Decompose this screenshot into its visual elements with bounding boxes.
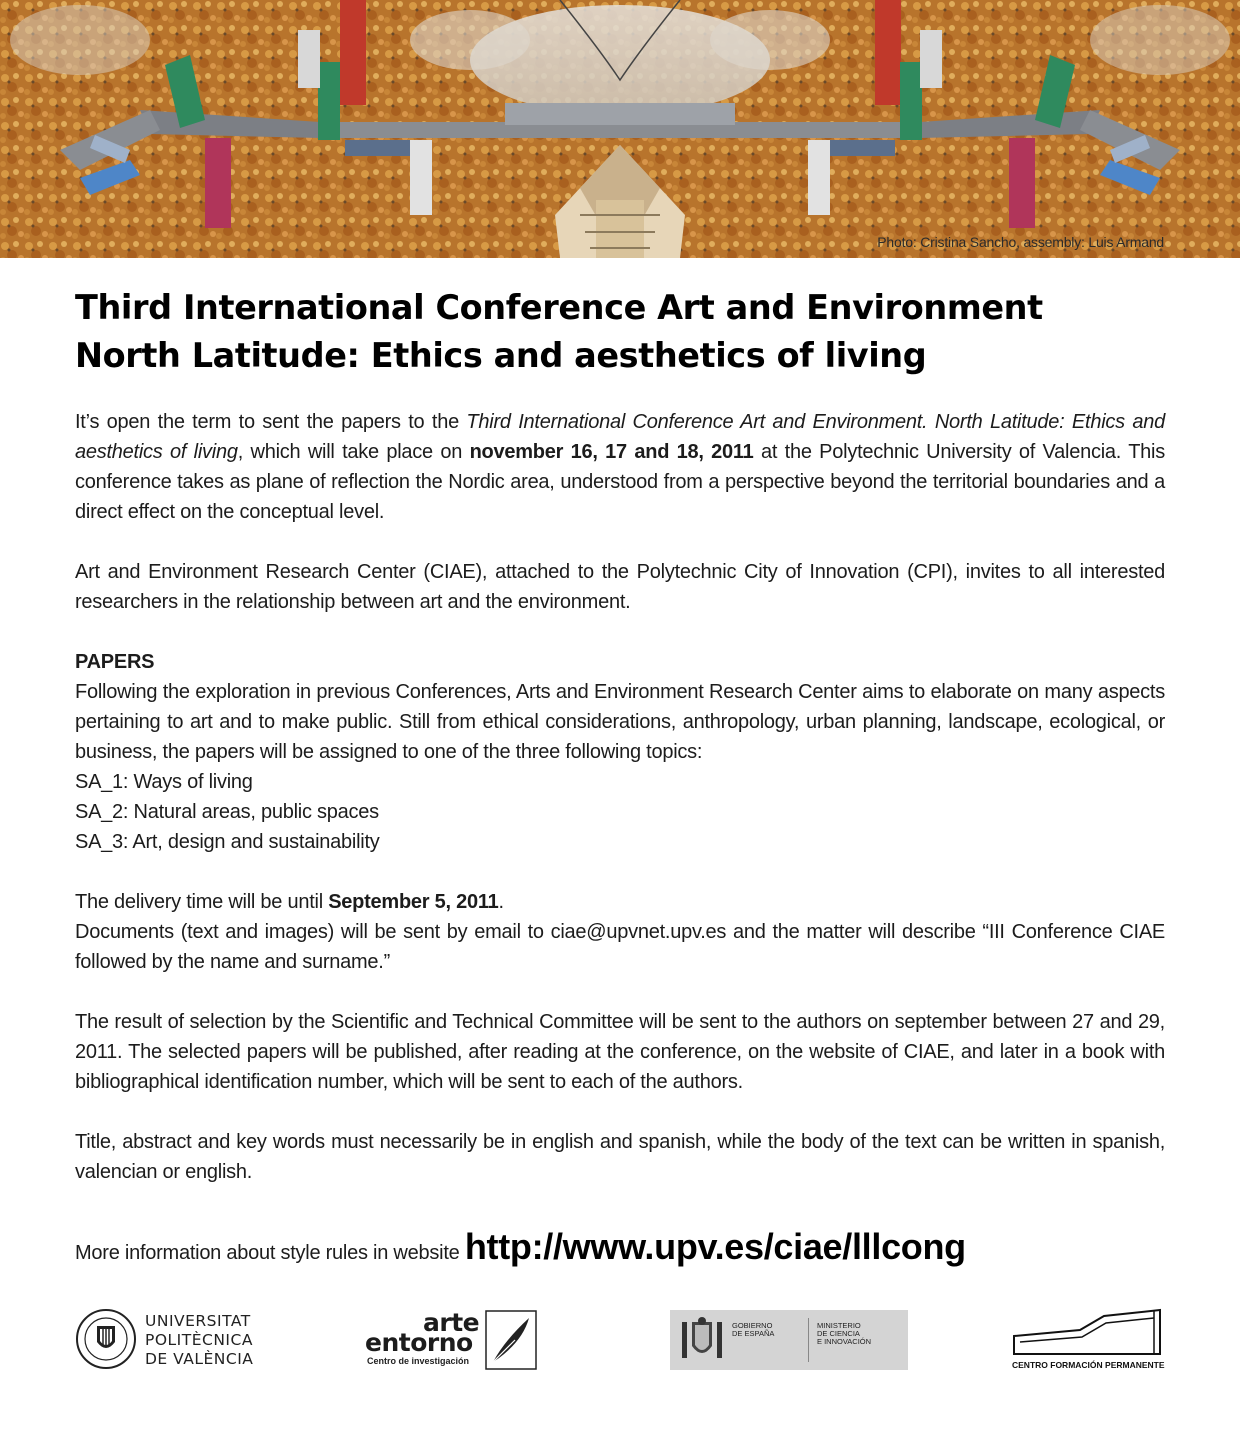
website-link[interactable]: http://www.upv.es/ciae/lllcong — [464, 1226, 966, 1267]
delivery-text-3: . — [498, 891, 504, 913]
gobierno-label-line: DE ESPAÑA — [732, 1329, 775, 1338]
cfp-label: CENTRO FORMACIÓN PERMANENTE — [1012, 1360, 1165, 1370]
documents-paragraph: Documents (text and images) will be sent by email to ciae@upvnet.upv.es and the matter will describe “III Conference CIAE followed by the name and surname.” — [75, 921, 1165, 973]
gobierno-label — [732, 1322, 774, 1338]
papers-heading: PAPERS — [75, 651, 155, 673]
page-title — [75, 284, 1175, 380]
more-info-line — [75, 1226, 966, 1268]
result-paragraph: The result of selection by the Scientific and Technical Committee will be sent to the authors on september between 27 and 29, 2011. The selected papers will be published, after reading at the conference, on the website of CIAE, and later in a book with bibliographical identification number, which will be sent to each of the authors. — [75, 1011, 1165, 1093]
language-paragraph: Title, abstract and key words must necessarily be in english and spanish, while the body of the text can be written in spanish, valencian or english. — [75, 1131, 1165, 1183]
ministerio-label-line: MINISTERIO — [817, 1321, 861, 1330]
invite-paragraph: Art and Environment Research Center (CIAE), attached to the Polytechnic City of Innovation (CPI), invites to all interested researchers in the relationship between art and the environment. — [75, 561, 1165, 613]
ministerio-label — [817, 1322, 871, 1346]
upv-name-line: UNIVERSITAT — [145, 1312, 251, 1330]
topic-item: SA_2: Natural areas, public spaces — [75, 801, 379, 823]
cfp-logo — [1010, 1308, 1170, 1372]
gobierno-logo — [670, 1310, 908, 1370]
banner-photo — [0, 0, 1240, 258]
upv-name-line: POLITÈCNICA — [145, 1331, 253, 1349]
photo-credit: Photo: Cristina Sancho, assembly: Luis Armand — [877, 234, 1164, 250]
title-line-1: Third International Conference Art and Environment — [75, 288, 1043, 327]
topic-item: SA_3: Art, design and sustainability — [75, 831, 380, 853]
intro-paragraph — [75, 407, 1165, 527]
delivery-text-1: The delivery time will be until — [75, 891, 329, 913]
conference-dates: november 16, 17 and 18, 2011 — [469, 441, 754, 463]
intro-text-3: , which will take place on — [237, 441, 470, 463]
banner-illustration — [0, 0, 1240, 258]
conference-name: Third International Conference Art and Environment. North Latitude: Ethics and aesthetics of living — [75, 411, 1165, 463]
topic-item: SA_1: Ways of living — [75, 771, 253, 793]
logo-divider — [808, 1318, 809, 1362]
gobierno-label-line: GOBIERNO — [732, 1321, 773, 1330]
more-info-label: More information about style rules in website — [75, 1242, 465, 1264]
ministerio-label-line: DE CIENCIA — [817, 1329, 860, 1338]
papers-paragraph: Following the exploration in previous Conferences, Arts and Environment Research Center aims to elaborate on many aspects pertaining to art and to make public. Still from ethical considerations, anthropology, urban planning, landscape, ecological, or business, the papers will be assigned to one of the three following topics: — [75, 681, 1165, 763]
main-content — [75, 407, 1165, 1187]
arte-word: arte — [423, 1308, 480, 1337]
arte-entorno-logo — [365, 1308, 537, 1372]
quill-icon — [485, 1310, 537, 1370]
entorno-word: entorno — [365, 1328, 473, 1357]
building-outline-icon — [1010, 1308, 1170, 1358]
ministerio-label-line: E INNOVACIÓN — [817, 1337, 872, 1346]
intro-text-1: It’s open the term to sent the papers to the — [75, 411, 467, 433]
upv-name — [145, 1312, 253, 1369]
upv-name-line: DE VALÈNCIA — [145, 1350, 254, 1368]
delivery-deadline: September 5, 2011 — [328, 891, 499, 913]
intro-text-5: at the Polytechnic University of Valencia. This conference takes as plane of reflection the Nordic area, understood from a perspective beyond the territorial boundaries and a direct effect on the conceptual level. — [75, 441, 1165, 523]
upv-logo — [75, 1308, 275, 1372]
coat-of-arms-icon — [680, 1316, 724, 1364]
arte-subtitle: Centro de investigación — [367, 1356, 470, 1366]
delivery-line — [75, 887, 1165, 917]
title-line-2: North Latitude: Ethics and aesthetics of living — [75, 336, 927, 375]
upv-seal-icon — [75, 1308, 137, 1370]
